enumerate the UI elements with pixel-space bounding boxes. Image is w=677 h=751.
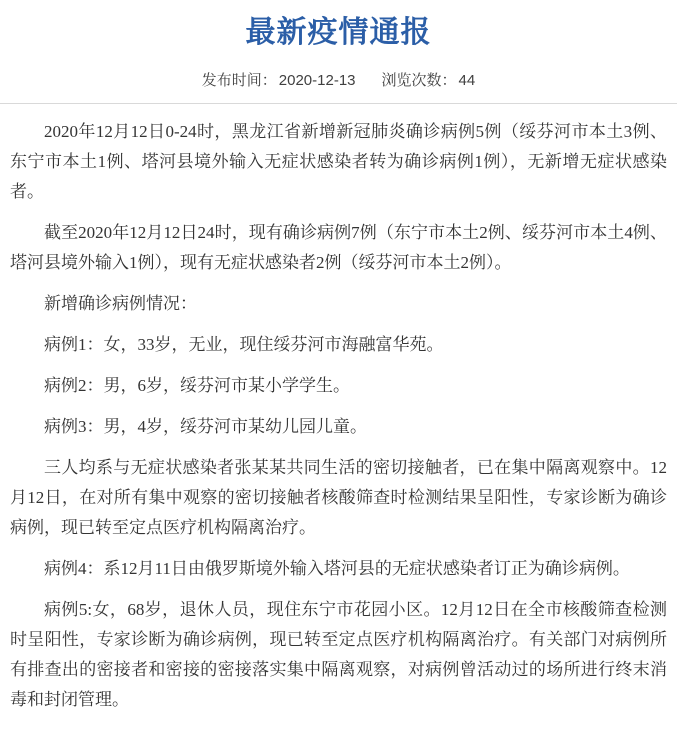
article-paragraph: 截至2020年12月12日24时，现有确诊病例7例（东宁市本土2例、绥芬河市本土4例、塔河县境外输入1例），现有无症状感染者2例（绥芬河市本土2例）。 [10, 223, 667, 272]
article-paragraph: 三人均系与无症状感染者张某某共同生活的密切接触者，已在集中隔离观察中。12月12日，在对所有集中观察的密切接触者核酸筛查时检测结果呈阳性，专家诊断为确诊病例，现已转至定点医疗机构隔离治疗。 [10, 458, 667, 537]
article-paragraph: 新增确诊病例情况： [44, 294, 197, 313]
article-page [0, 14, 677, 744]
article-paragraph: 病例2：男，6岁，绥芬河市某小学学生。 [44, 376, 350, 395]
page-title: 最新疫情通报 [245, 16, 432, 49]
views-count-label: 浏览次数： [381, 72, 457, 89]
publish-meta [0, 69, 677, 90]
publish-time-value: 2020-12-13 [278, 72, 356, 89]
article-paragraph: 病例3：男，4岁，绥芬河市某幼儿园儿童。 [44, 417, 367, 436]
article-paragraph: 病例1：女，33岁，无业，现住绥芬河市海融富华苑。 [44, 335, 444, 354]
article-body [0, 104, 677, 744]
publish-time-label: 发布时间： [201, 72, 277, 89]
article-paragraph: 2020年12月12日0-24时，黑龙江省新增新冠肺炎确诊病例5例（绥芬河市本土3例、东宁市本土1例、塔河县境外输入无症状感染者转为确诊病例1例），无新增无症状感染者。 [10, 122, 667, 201]
views-count-value: 44 [458, 72, 476, 89]
article-paragraph: 病例4：系12月11日由俄罗斯境外输入塔河县的无症状感染者订正为确诊病例。 [44, 559, 630, 578]
article-paragraph: 病例5:女，68岁，退休人员，现住东宁市花园小区。12月12日在全市核酸筛查检测时呈阳性，专家诊断为确诊病例，现已转至定点医疗机构隔离治疗。有关部门对病例所有排查出的密接者和密接的密接落实集中隔离观察，对病例曾活动过的场所进行终末消毒和封闭管理。 [10, 600, 667, 709]
